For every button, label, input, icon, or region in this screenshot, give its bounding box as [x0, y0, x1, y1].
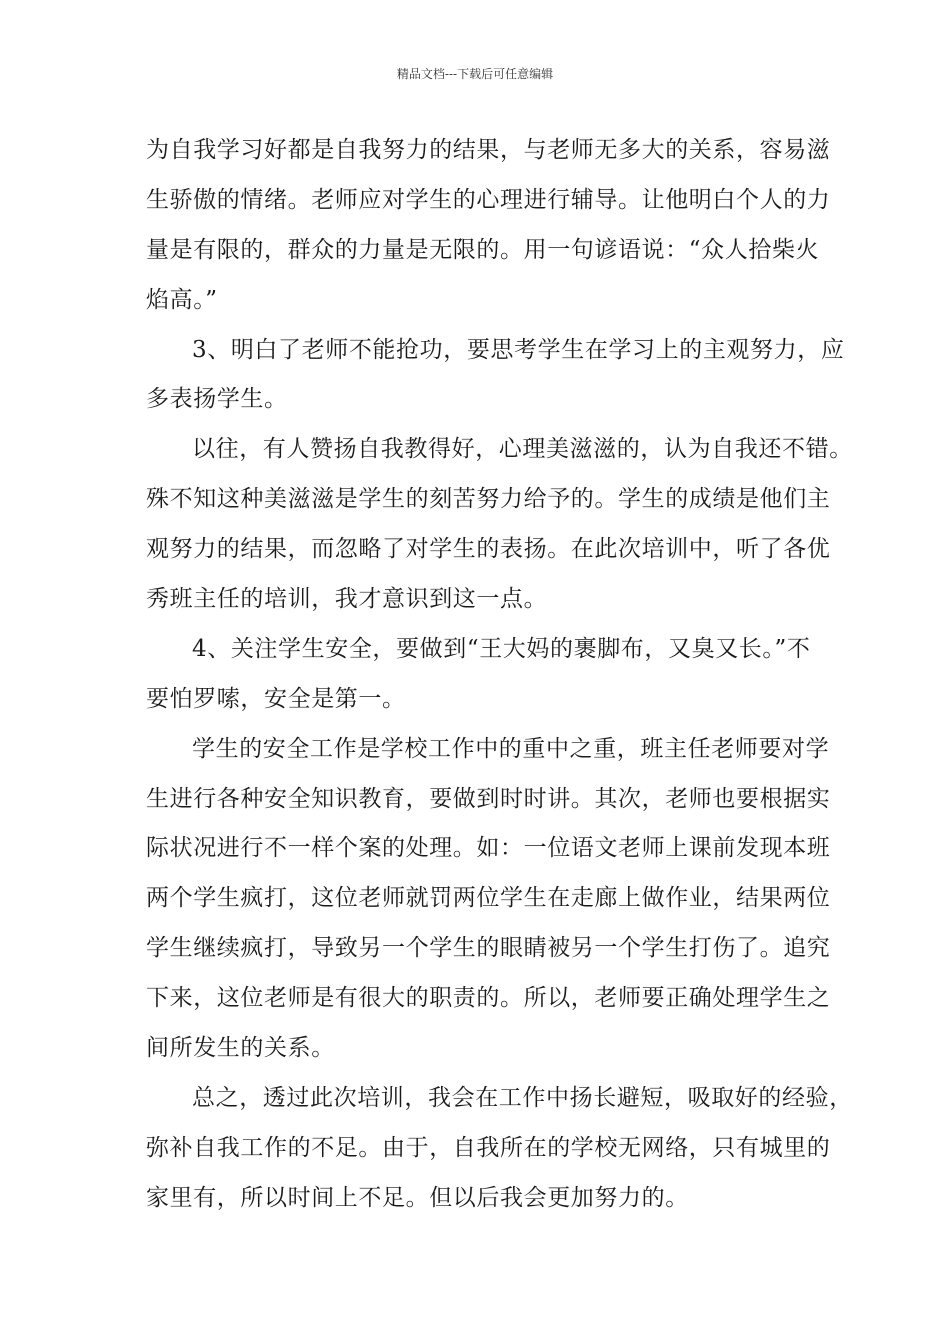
text-line: 量是有限的，群众的力量是无限的。用一句谚语说：“众人拾柴火	[146, 236, 820, 263]
text-line: 学生的安全工作是学校工作中的重中之重，班主任老师要对学	[192, 735, 830, 762]
page-header: 精品文档---下载后可任意编辑	[396, 67, 554, 81]
text-line: 以往，有人赞扬自我教得好，心理美滋滋的，认为自我还不错。	[192, 436, 853, 463]
text-line: 殊不知这种美滋滋是学生的刻苦努力给予的。学生的成绩是他们主	[146, 486, 831, 513]
text-line: 学生继续疯打，导致另一个学生的眼睛被另一个学生打伤了。追究	[146, 935, 831, 962]
text-line: 家里有，所以时间上不足。但以后我会更加努力的。	[146, 1184, 689, 1211]
text-line: 生进行各种安全知识教育，要做到时时讲。其次，老师也要根据实	[146, 785, 831, 812]
text-line: 下来，这位老师是有很大的职责的。所以，老师要正确处理学生之	[146, 985, 831, 1012]
text-line: 观努力的结果，而忽略了对学生的表扬。在此次培训中，听了各优	[146, 536, 831, 563]
text-line: 焰高。”	[146, 286, 218, 313]
text-line: 弥补自我工作的不足。由于，自我所在的学校无网络，只有城里的	[146, 1134, 831, 1161]
text-line: 多表扬学生。	[146, 386, 288, 413]
text-line: 4、关注学生安全，要做到“王大妈的裹脚布，又臭又长。”不	[192, 635, 811, 662]
document-body	[146, 131, 853, 1229]
text-line: 间所发生的关系。	[146, 1035, 335, 1062]
text-line: 为自我学习好都是自我努力的结果，与老师无多大的关系，容易滋	[146, 137, 831, 163]
text-line: 3、明白了老师不能抢功，要思考学生在学习上的主观努力，应	[192, 336, 845, 363]
text-line: 两个学生疯打，这位老师就罚两位学生在走廊上做作业，结果两位	[146, 885, 831, 912]
text-line: 要怕罗嗦，安全是第一。	[146, 685, 406, 712]
text-line: 秀班主任的培训，我才意识到这一点。	[146, 586, 548, 613]
text-line: 际状况进行不一样个案的处理。如：一位语文老师上课前发现本班	[146, 835, 831, 862]
text-line: 生骄傲的情绪。老师应对学生的心理进行辅导。让他明白个人的力	[146, 186, 831, 213]
text-line: 总之，透过此次培训，我会在工作中扬长避短，吸取好的经验，	[192, 1084, 853, 1111]
